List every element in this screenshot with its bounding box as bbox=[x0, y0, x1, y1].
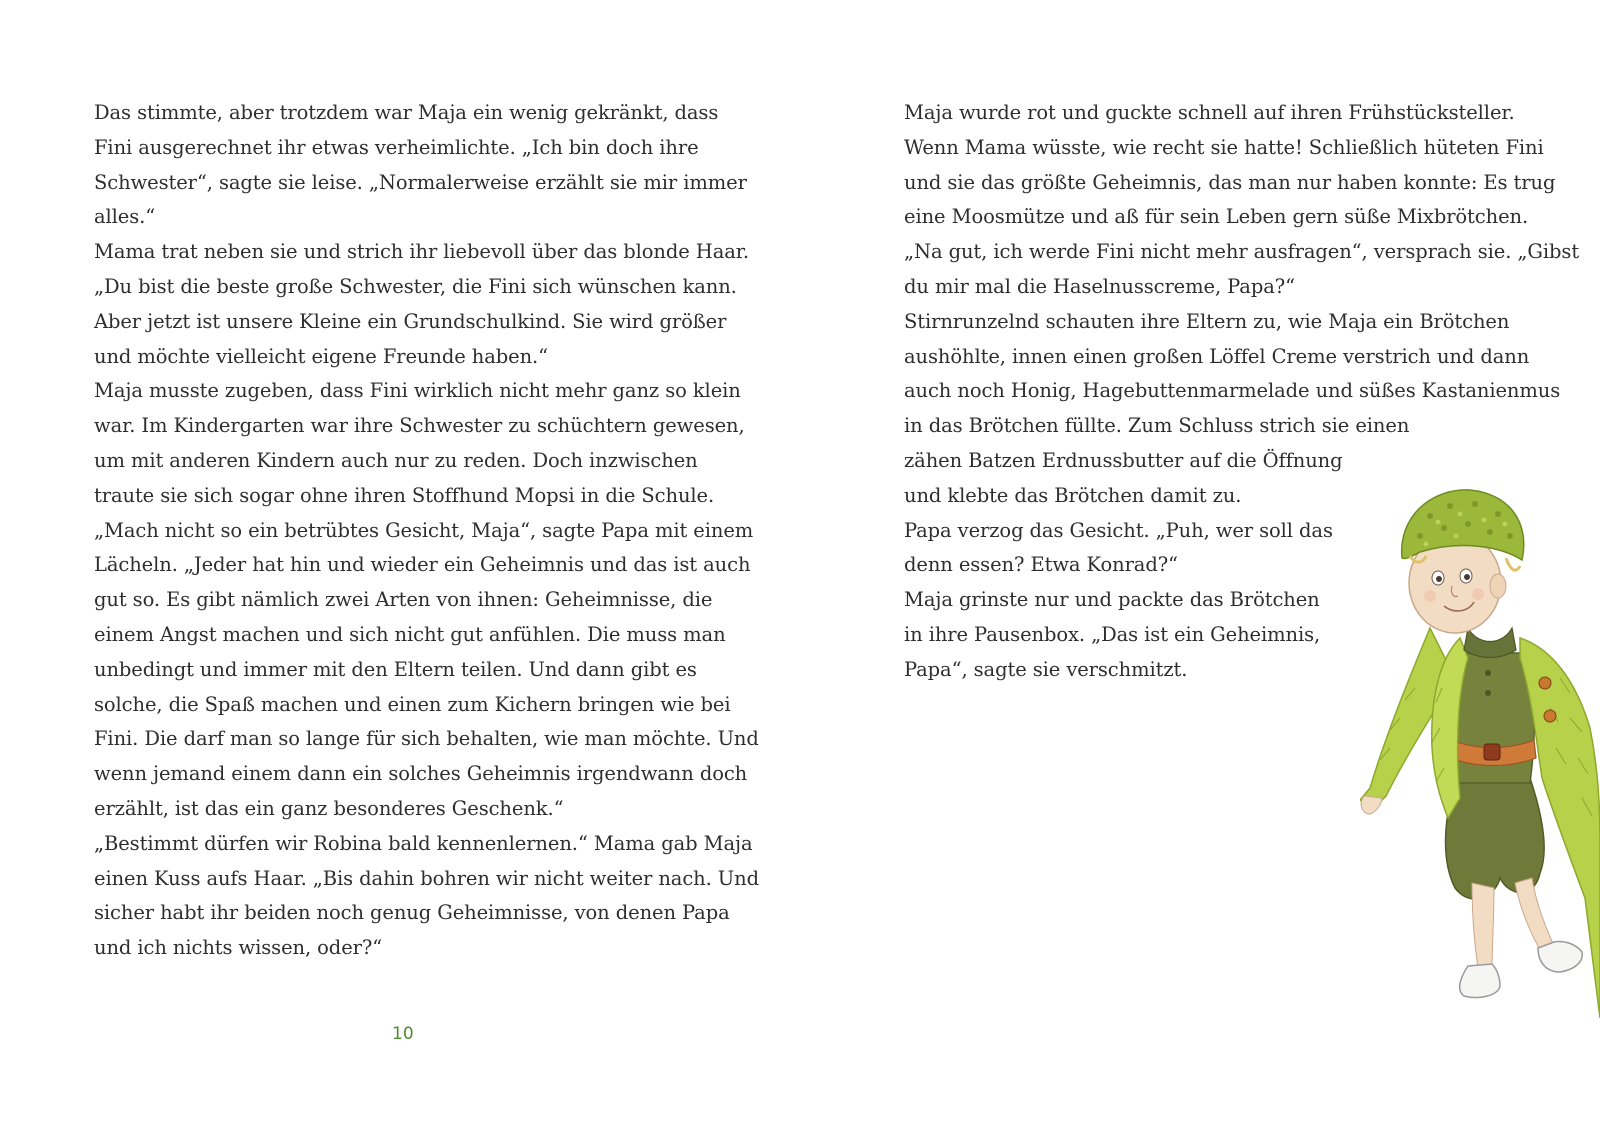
text-line: in das Brötchen füllte. Zum Schluss strich sie einen bbox=[904, 414, 1410, 438]
page-number: 10 bbox=[392, 1024, 414, 1044]
text-line: Aber jetzt ist unsere Kleine ein Grundschulkind. Sie wird größer bbox=[94, 309, 727, 333]
text-line: auch noch Honig, Hagebuttenmarmelade und süßes Kastanienmus bbox=[904, 379, 1561, 403]
text-line: und ich nichts wissen, oder?“ bbox=[94, 936, 383, 960]
text-line: einem Angst machen und sich nicht gut anfühlen. Die muss man bbox=[94, 623, 726, 646]
cheek bbox=[1424, 590, 1436, 602]
moss-cap-character-illustration bbox=[1360, 478, 1600, 1018]
text-line: Maja grinste nur und packte das Brötchen bbox=[904, 588, 1320, 612]
shirt-button bbox=[1485, 690, 1491, 696]
text-line: Papa“, sagte sie verschmitzt. bbox=[904, 657, 1188, 681]
right-shoe bbox=[1538, 941, 1582, 972]
text-line: solche, die Spaß machen und einen zum Kichern bringen wie bei bbox=[94, 692, 731, 716]
text-line: du mir mal die Haselnusscreme, Papa?“ bbox=[904, 275, 1295, 298]
text-line: Lächeln. „Jeder hat hin und wieder ein Geheimnis und das ist auch bbox=[94, 553, 751, 577]
text-line: traute sie sich sogar ohne ihren Stoffhund Mopsi in die Schule. bbox=[94, 483, 715, 507]
text-line: in ihre Pausenbox. „Das ist ein Geheimnis, bbox=[904, 623, 1321, 646]
left-pupil bbox=[1436, 576, 1442, 582]
ear bbox=[1490, 574, 1506, 598]
collar bbox=[1464, 628, 1516, 658]
text-line: Maja wurde rot und guckte schnell auf ihren Frühstücksteller. bbox=[904, 101, 1515, 124]
text-line: „Du bist die beste große Schwester, die Fini sich wünschen kann. bbox=[94, 275, 737, 298]
cheek bbox=[1472, 588, 1484, 600]
left-shoe bbox=[1460, 964, 1500, 998]
text-line: gut so. Es gibt nämlich zwei Arten von ihnen: Geheimnisse, die bbox=[94, 588, 713, 612]
text-line: und möchte vielleicht eigene Freunde haben.“ bbox=[94, 344, 549, 368]
text-line: Wenn Mama wüsste, wie recht sie hatte! Schließlich hüteten Fini bbox=[904, 135, 1544, 159]
text-line: erzählt, ist das ein ganz besonderes Geschenk.“ bbox=[94, 797, 564, 820]
text-line: zähen Batzen Erdnussbutter auf die Öffnung bbox=[904, 449, 1343, 472]
shirt-button bbox=[1485, 670, 1491, 676]
left-hand bbox=[1361, 796, 1382, 814]
text-line: Maja musste zugeben, dass Fini wirklich nicht mehr ganz so klein bbox=[94, 379, 741, 403]
right-pupil bbox=[1464, 574, 1470, 580]
text-line: Papa verzog das Gesicht. „Puh, wer soll das bbox=[904, 518, 1333, 542]
text-line: wenn jemand einem dann ein solches Geheimnis irgendwann doch bbox=[94, 762, 748, 786]
text-line: Fini ausgerechnet ihr etwas verheimlichte. „Ich bin doch ihre bbox=[94, 135, 699, 159]
coat-button bbox=[1544, 710, 1556, 722]
right-page bbox=[800, 0, 1600, 1129]
text-line: unbedingt und immer mit den Eltern teilen. Und dann gibt es bbox=[94, 657, 697, 681]
text-line: Mama trat neben sie und strich ihr liebevoll über das blonde Haar. bbox=[94, 240, 749, 264]
right-leg bbox=[1515, 878, 1554, 953]
text-line: „Mach nicht so ein betrübtes Gesicht, Maja“, sagte Papa mit einem bbox=[94, 518, 754, 542]
text-line: Stirnrunzelnd schauten ihre Eltern zu, wie Maja ein Brötchen bbox=[904, 309, 1510, 333]
left-leg bbox=[1472, 883, 1494, 968]
text-line: sicher habt ihr beiden noch genug Geheimnisse, von denen Papa bbox=[94, 901, 730, 925]
text-line: eine Moosmütze und aß für sein Leben gern süße Mixbrötchen. bbox=[904, 205, 1529, 229]
text-line: alles.“ bbox=[94, 205, 156, 229]
coat-button bbox=[1539, 677, 1551, 689]
text-line: einen Kuss aufs Haar. „Bis dahin bohren wir nicht weiter nach. Und bbox=[94, 866, 759, 890]
text-line: war. Im Kindergarten war ihre Schwester zu schüchtern gewesen, bbox=[94, 414, 745, 438]
text-line: Das stimmte, aber trotzdem war Maja ein wenig gekränkt, dass bbox=[94, 101, 719, 124]
text-line: denn essen? Etwa Konrad?“ bbox=[904, 553, 1178, 577]
text-line: „Na gut, ich werde Fini nicht mehr ausfragen“, versprach sie. „Gibst bbox=[904, 240, 1580, 264]
text-line: und sie das größte Geheimnis, das man nur haben konnte: Es trug bbox=[904, 170, 1556, 194]
text-line: „Bestimmt dürfen wir Robina bald kennenlernen.“ Mama gab Maja bbox=[94, 831, 753, 855]
text-line: Fini. Die darf man so lange für sich behalten, wie man möchte. Und bbox=[94, 727, 759, 751]
text-line: und klebte das Brötchen damit zu. bbox=[904, 483, 1242, 507]
belt-buckle bbox=[1484, 744, 1500, 760]
text-line: um mit anderen Kindern auch nur zu reden. Doch inzwischen bbox=[94, 449, 698, 472]
text-line: Schwester“, sagte sie leise. „Normalerweise erzählt sie mir immer bbox=[94, 170, 747, 194]
text-line: aushöhlte, innen einen großen Löffel Creme verstrich und dann bbox=[904, 344, 1530, 368]
